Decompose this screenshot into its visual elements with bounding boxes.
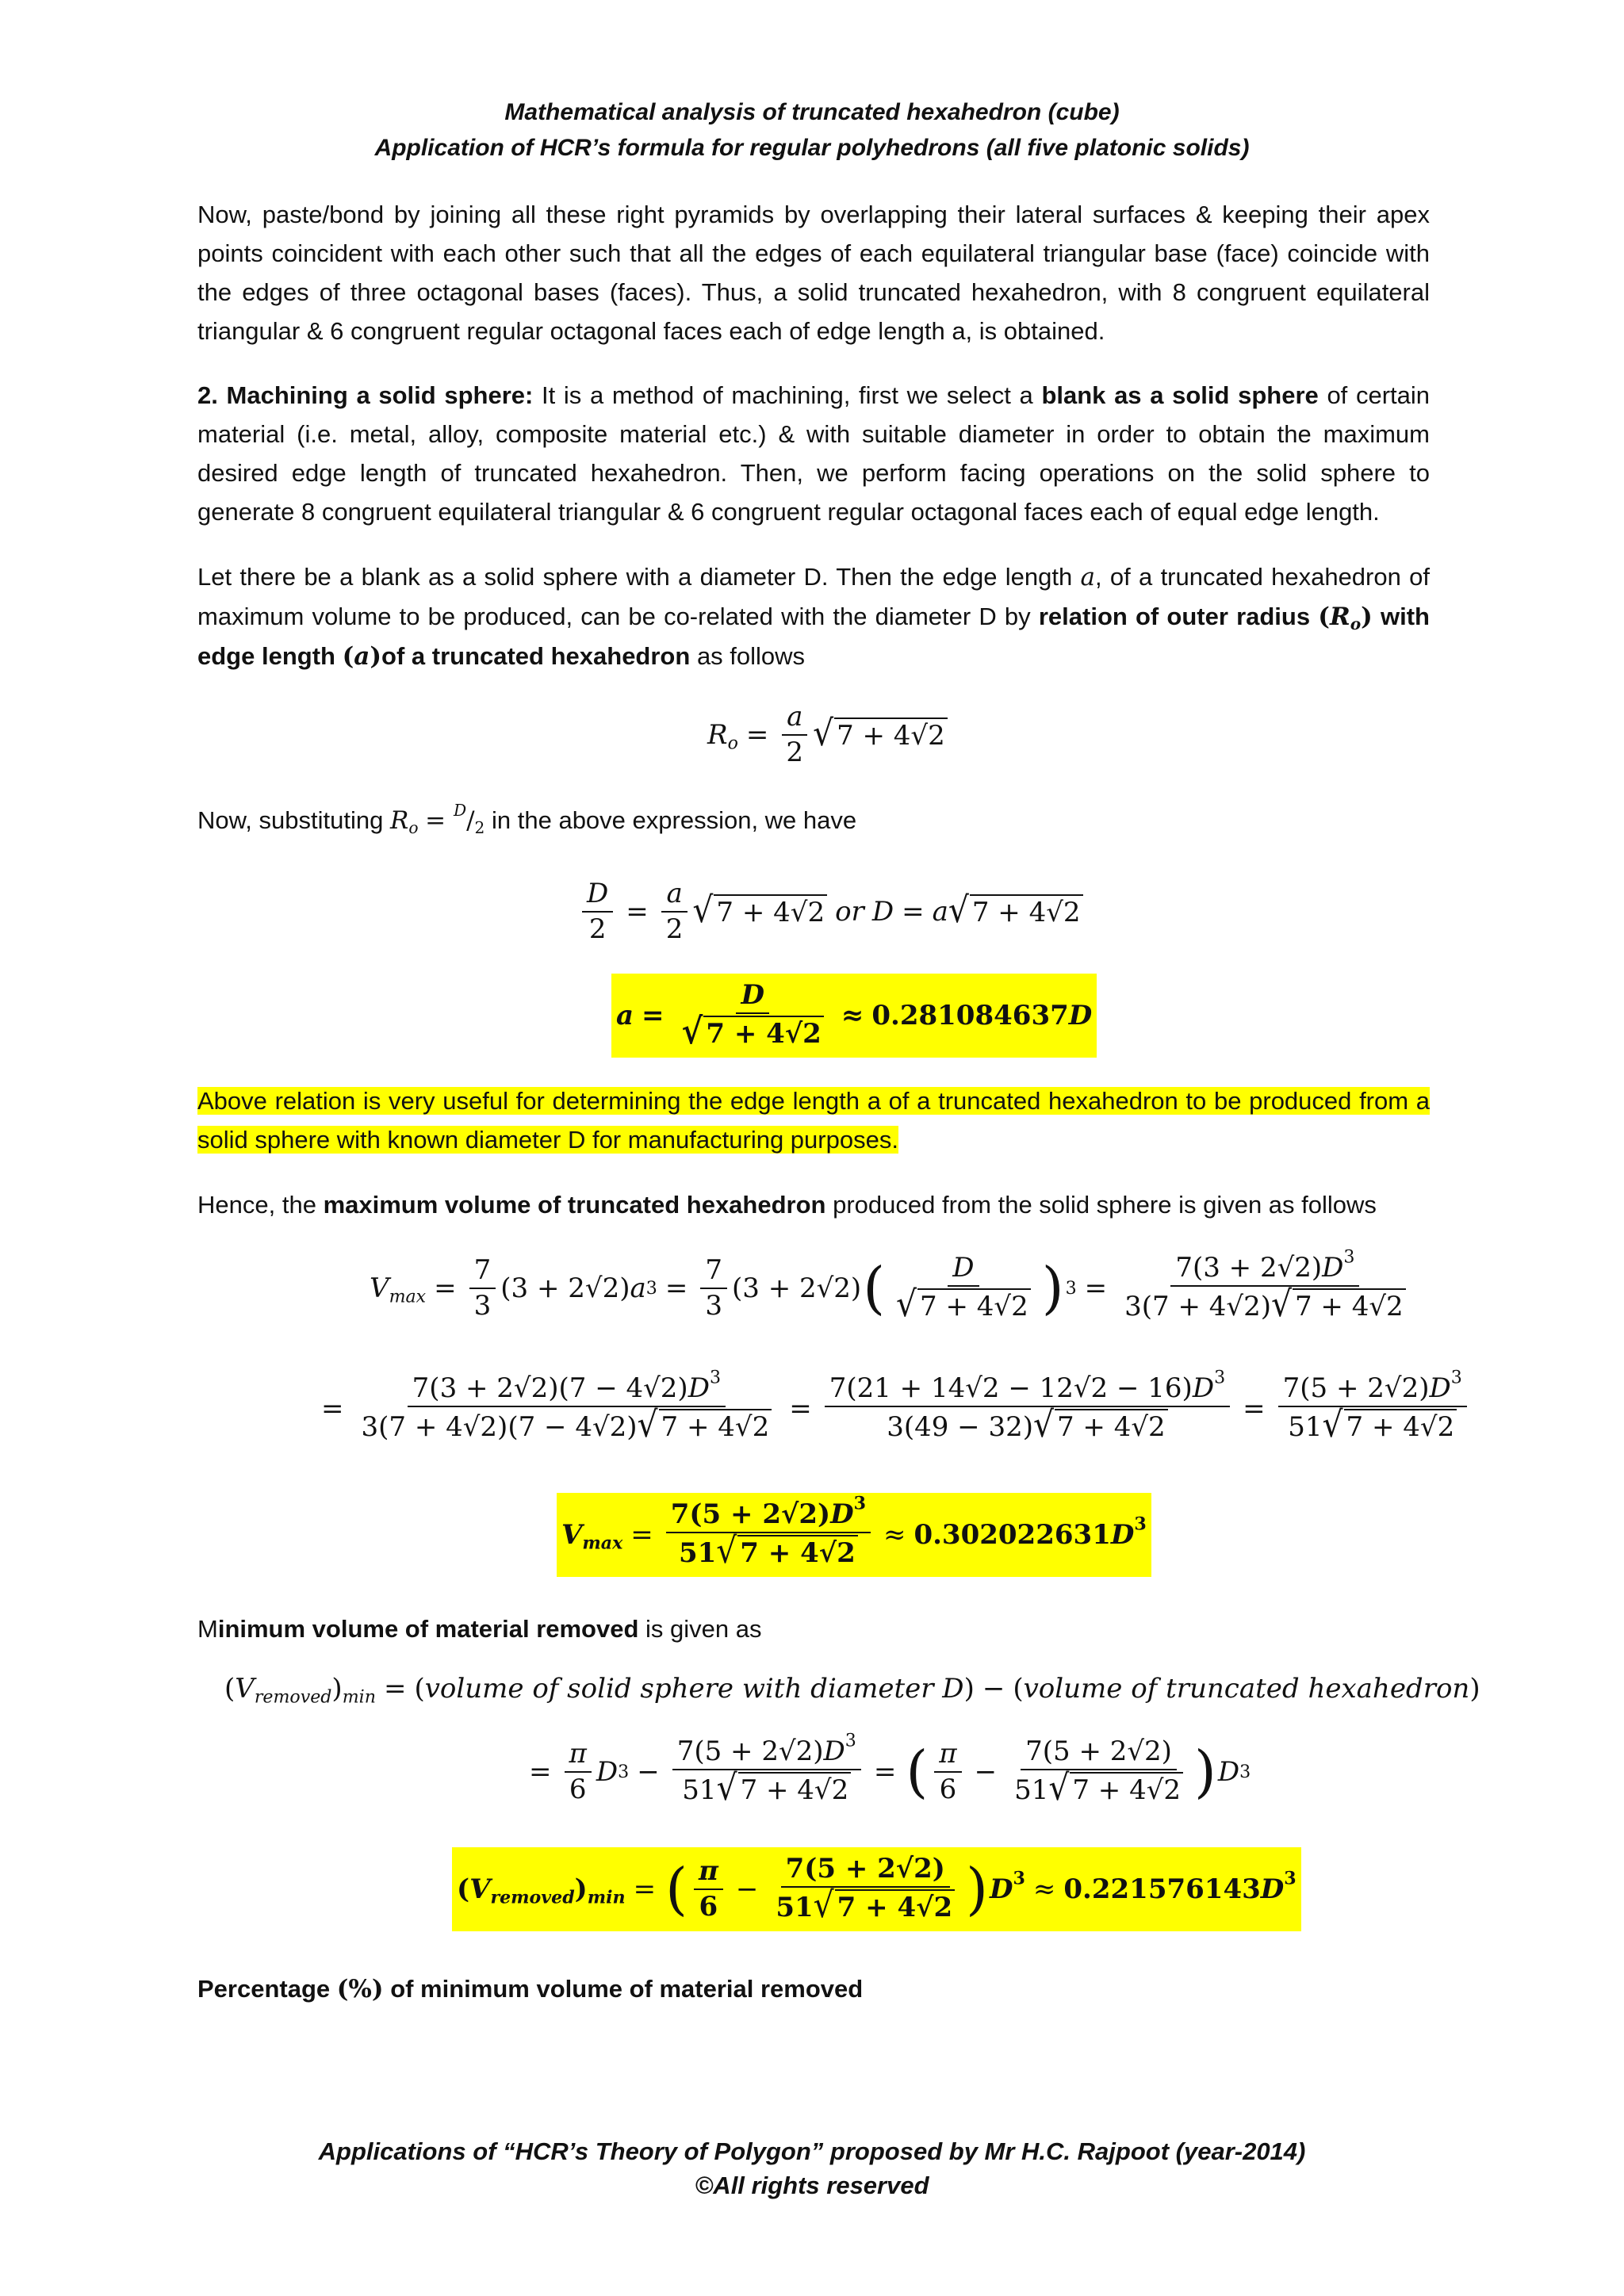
equation-removed-result: $(V_{removed})_{min}$ = ( $\frac{\pi}{6}$ − 7(5 + 2√2) 51 √ 7 + 4√2 ) $D^3$ ≈ 0.221576143 $D^3$	[452, 1847, 1301, 1931]
useful-text: Above relation is very useful for determining the edge length a of a truncated hexahedron to be produced from a solid sphere with known diameter D for manufacturing purposes.	[197, 1087, 1430, 1154]
let-bold-b: with edge length	[197, 603, 1430, 670]
substitute-paragraph: Now, substituting $R_o = ^D/_2$ in the above expression, we have	[197, 800, 857, 838]
intro-paragraph: Now, paste/bond by joining all these right pyramids by overlapping their lateral surfaces & keeping their apex points coincident with each other such that all the edges of each equilateral triangular base (face) coincide with the edges of three octagonal bases (faces). Thus, a solid truncated hexahedron, with 8 congruent equilateral triangular & 6 congruent regular octagonal faces each of edge length a, is obtained.	[197, 201, 1430, 345]
equation-removed-line2: = $\frac{\pi}{6}$ D 3 − $7(5 + 2√2)D^3$ 51 √ 7 + 4√2 = ( $\frac{\pi}{6}$ − 7(5 + 2√2) 51 √ 7 + 4√2 ) D 3	[529, 1730, 1251, 1809]
min-volume-paragraph	[197, 1609, 1430, 1648]
min-text-a: M	[197, 1615, 218, 1643]
let-text-c: as follows	[696, 642, 806, 670]
hence-text-b: produced from the solid sphere is given as follows	[833, 1191, 1377, 1219]
removed-coefficient: 0.221576143	[1063, 1873, 1261, 1905]
equation-outer-radius: $R_o$ = $\frac{a}{2}$ √ 7 + 4√2	[707, 702, 948, 768]
hence-text-a: Hence, the	[197, 1191, 316, 1219]
subst-text-a: Now, substituting	[197, 806, 384, 834]
let-text-a: Let there be a blank as a solid sphere with a diameter D. Then the edge length	[197, 563, 1073, 591]
let-paragraph: Let there be a blank as a solid sphere with a diameter D. Then the edge length a, of a truncated hexahedron of maximum volume to be produced, can be co-related with the diameter D by relation of outer radius $(R_o)$ with edge length (a)of a truncated hexahedron as follows	[197, 563, 1430, 671]
let-bold-c: of a truncated hexahedron	[381, 642, 691, 670]
section2-text-b: of certain material (i.e. metal, alloy, composite material etc.) & with suitable diameter in order to obtain the maximum desired edge length of truncated hexahedron. Then, we perform facing operations on the solid sphere to generate 8 congruent equilateral triangular & 6 congruent regular octagonal faces each of equal edge length.	[197, 381, 1430, 526]
section2-paragraph	[197, 376, 1430, 531]
vmax-coefficient: 0.302022631	[914, 1518, 1111, 1551]
equation-vmax-line2: = $7(3 + 2√2)(7 - 4√2)D^3$ 3(7 + 4√2)(7 − 4√2) √ 7 + 4√2 = $7(21 + 14√2 - 12√2 - 16)D^3$ 3(49 − 32) √ 7 + 4√2 = $7(5 + 2√2)D^3$ 51 √ 7 + 4√2	[313, 1373, 1472, 1445]
percentage-heading: Percentage (%) of minimum volume of material removed	[197, 1975, 864, 2003]
header-subtitle: Application of HCR’s formula for regular polyhedrons (all five platonic solids)	[374, 135, 1250, 161]
hence-paragraph	[197, 1185, 1430, 1224]
header-title: Mathematical analysis of truncated hexahedron (cube)	[504, 99, 1120, 125]
removed-sphere-words: volume of solid sphere with diameter D	[424, 1673, 964, 1705]
useful-paragraph	[197, 1081, 1430, 1159]
let-bold-a: relation of outer radius	[1038, 603, 1311, 630]
min-text-b: is given as	[645, 1615, 762, 1643]
min-bold: inimum volume of material removed	[217, 1615, 639, 1643]
footer-line1: Applications of “HCR’s Theory of Polygon” proposed by Mr H.C. Rajpoot (year-2014)	[318, 2137, 1306, 2165]
equation-vmax-line1: $V_{max}$ = $\frac{7}{3}$ (3 + 2√2) a 3 = $\frac{7}{3}$ (3 + 2√2) ( D √ 7 + 4√2 ) 3 = $7(3 + 2√2)D^3$ 3(7 + 4√2) √ 7 + 4√2	[370, 1253, 1415, 1324]
section2-heading: 2. Machining a solid sphere:	[197, 381, 534, 409]
equation-diameter: $\frac{D}{2}$ = $\frac{a}{2}$ √ 7 + 4√2 or D = a √ 7 + 4√2	[577, 878, 1083, 945]
equation-vmax-result: $V_{max}$ = $7(5 + 2√2)D^3$ 51 √ 7 + 4√2 ≈ 0.302022631 $D^3$	[557, 1493, 1151, 1577]
section2-text-a: It is a method of machining, first we select a	[542, 381, 1033, 409]
section2-bold-a: blank as a solid sphere	[1041, 381, 1319, 409]
percent-bold-b: of minimum volume of material removed	[390, 1975, 864, 2003]
subst-text-b: in the above expression, we have	[492, 806, 857, 834]
equation-edge-length: a = D √ 7 + 4√2 ≈ 0.281084637 D	[611, 974, 1097, 1058]
percent-bold-a: Percentage	[197, 1975, 331, 2003]
footer-line2: ©All rights reserved	[695, 2172, 929, 2199]
edge-length-coefficient: 0.281084637	[871, 999, 1069, 1031]
equation-removed-definition: ( $V_{removed}$ ) $_{min}$ = ( volume of solid sphere with diameter D ) − ( volume of truncated hexahedron )	[224, 1673, 1480, 1708]
let-text-b: , of a truncated hexahedron of maximum volume to be produced, can be co-related with the diameter D by	[197, 563, 1430, 630]
hence-bold: maximum volume of truncated hexahedron	[323, 1191, 826, 1219]
removed-trunc-words: volume of truncated hexahedron	[1023, 1673, 1470, 1705]
